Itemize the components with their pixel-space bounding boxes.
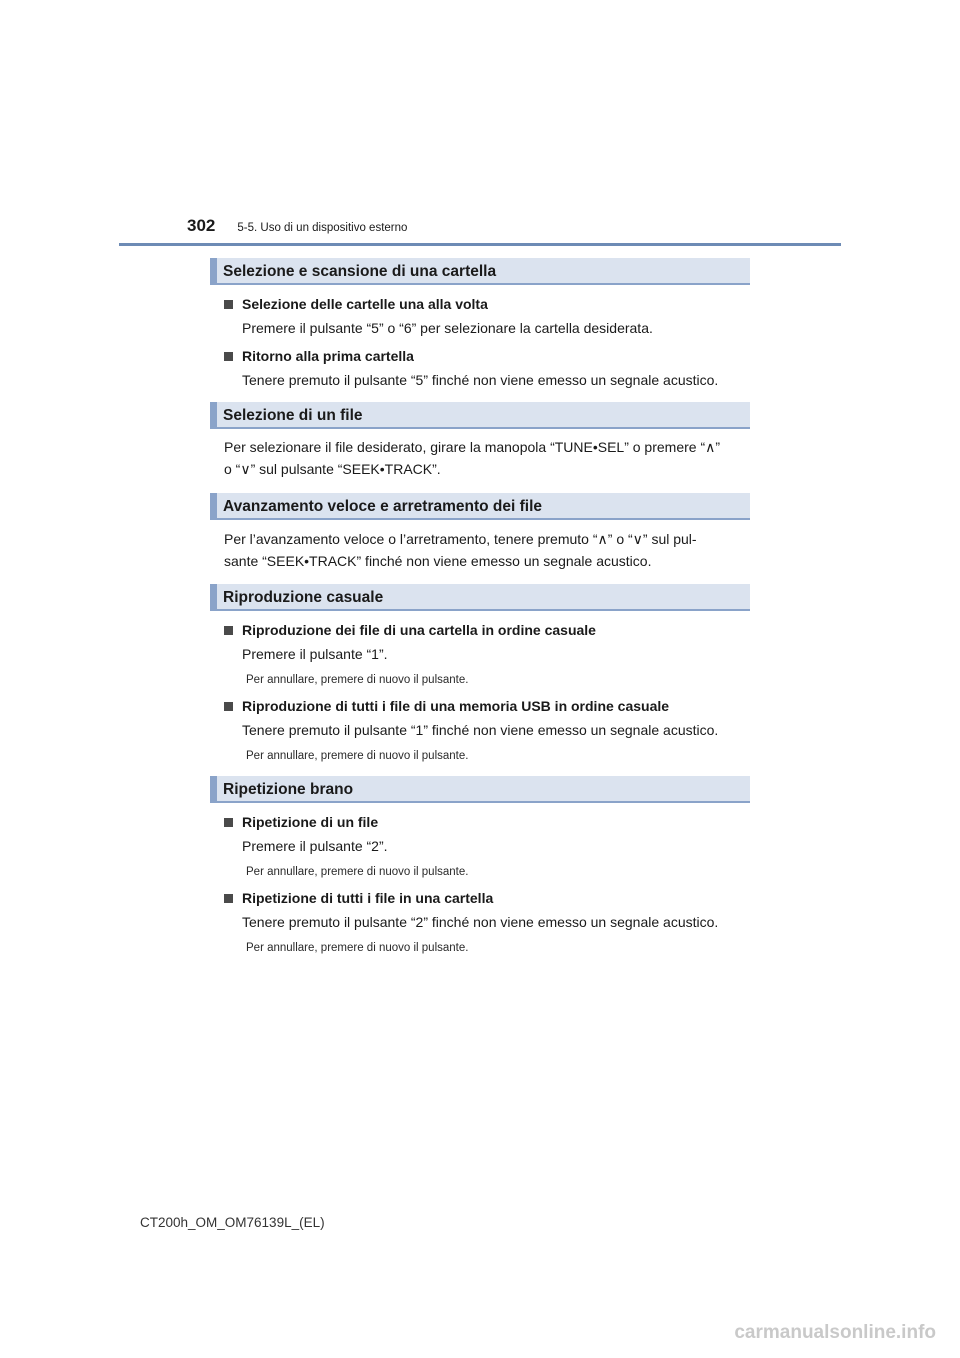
square-bullet-icon <box>224 626 233 635</box>
note: Per annullare, premere di nuovo il pulsante. <box>246 674 469 686</box>
item-body: Premere il pulsante “1”. <box>242 646 388 662</box>
paragraph: Per l’avanzamento veloce o l’arretramento, tenere premuto “∧” o “∨” sul pul- sante “SEEK•TRACK” finché non viene emesso un segnale acustico. <box>224 531 697 569</box>
item-title: Riproduzione dei file di una cartella in ordine casuale <box>242 622 596 638</box>
paragraph: Per selezionare il file desiderato, girare la manopola “TUNE•SEL” o premere “∧” o “∨” sul pulsante “SEEK•TRACK”. <box>224 439 721 477</box>
section-heading-ffwd: Avanzamento veloce e arretramento dei file <box>210 493 750 520</box>
item-title: Ripetizione di tutti i file in una cartella <box>242 890 494 906</box>
note: Per annullare, premere di nuovo il pulsante. <box>246 750 469 762</box>
list-item <box>224 622 750 662</box>
item-title: Ripetizione di un file <box>242 814 379 830</box>
header-rule <box>119 243 841 246</box>
section-heading-folder: Selezione e scansione di una cartella <box>210 258 750 285</box>
item-title: Riproduzione di tutti i file di una memoria USB in ordine casuale <box>242 698 670 714</box>
item-body: Premere il pulsante “2”. <box>242 838 388 854</box>
watermark: carmanualsonline.info <box>734 1322 936 1343</box>
square-bullet-icon <box>224 894 233 903</box>
item-title: Ritorno alla prima cartella <box>242 348 414 364</box>
item-title: Selezione delle cartelle una alla volta <box>242 296 488 312</box>
section-reference: 5-5. Uso di un dispositivo esterno <box>237 222 408 234</box>
section-heading-repeat: Ripetizione brano <box>210 776 750 803</box>
note: Per annullare, premere di nuovo il pulsante. <box>246 942 469 954</box>
square-bullet-icon <box>224 818 233 827</box>
list-item <box>224 890 750 930</box>
list-item <box>224 814 750 854</box>
list-item <box>224 296 750 336</box>
item-body: Premere il pulsante “5” o “6” per selezionare la cartella desiderata. <box>242 320 653 336</box>
square-bullet-icon <box>224 352 233 361</box>
page-content <box>210 258 750 954</box>
item-body: Tenere premuto il pulsante “5” finché non viene emesso un segnale acustico. <box>242 372 719 388</box>
note: Per annullare, premere di nuovo il pulsante. <box>246 866 469 878</box>
page-header <box>187 216 407 236</box>
list-item <box>224 698 750 738</box>
square-bullet-icon <box>224 702 233 711</box>
section-heading-random: Riproduzione casuale <box>210 584 750 611</box>
square-bullet-icon <box>224 300 233 309</box>
list-item <box>224 348 750 388</box>
section-heading-file: Selezione di un file <box>210 402 750 429</box>
item-body: Tenere premuto il pulsante “1” finché non viene emesso un segnale acustico. <box>242 722 719 738</box>
document-code: CT200h_OM_OM76139L_(EL) <box>140 1215 325 1230</box>
page-number: 302 <box>187 216 216 235</box>
item-body: Tenere premuto il pulsante “2” finché non viene emesso un segnale acustico. <box>242 914 719 930</box>
